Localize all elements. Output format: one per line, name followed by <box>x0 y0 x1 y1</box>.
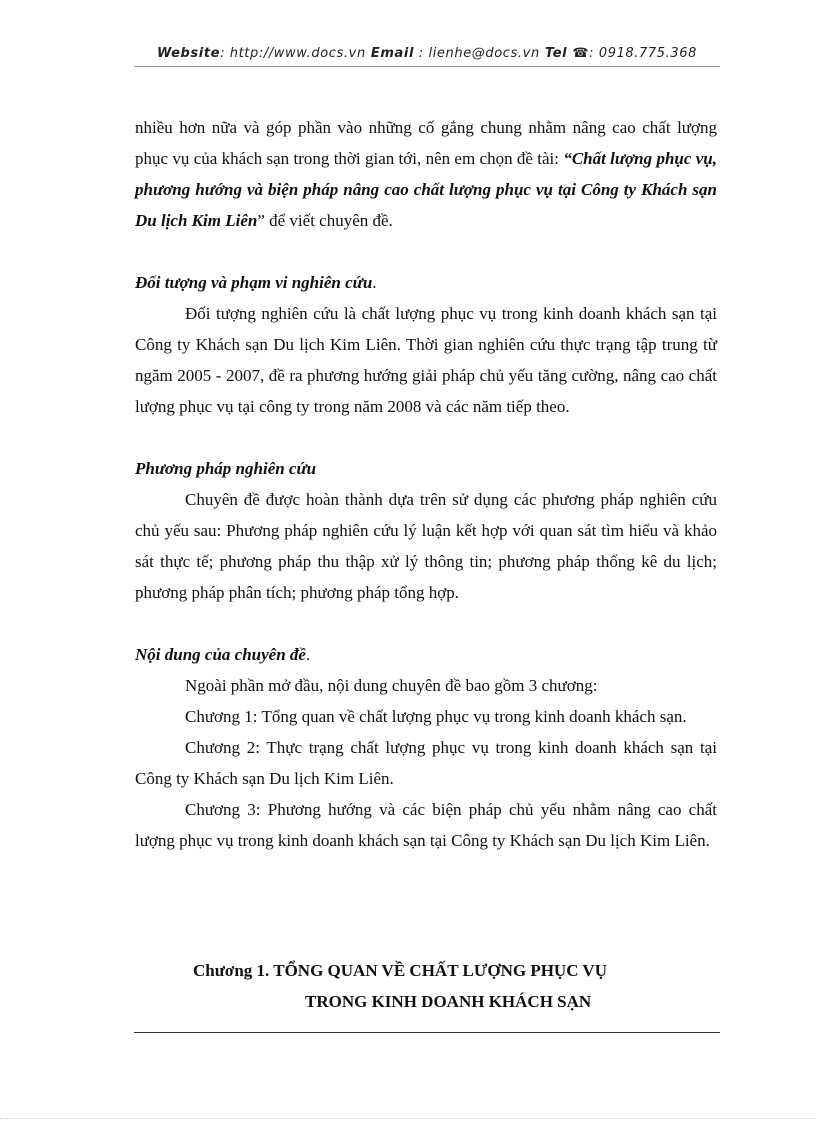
intro-paragraph <box>135 112 717 236</box>
heading-content: Nội dung của chuyên đề <box>135 645 306 664</box>
heading-methods: Phương pháp nghiên cứu <box>135 459 317 478</box>
content-intro: Ngoài phần mở đầu, nội dung chuyên đề bao gồm 3 chương: <box>185 676 598 695</box>
chapter-title-line-1: Chương 1. TỔNG QUAN VỀ CHẤT LƯỢNG PHỤC VỤ <box>193 961 607 980</box>
chapter-title-line-2: TRONG KINH DOANH KHÁCH SẠN <box>305 992 592 1011</box>
website-label: Website <box>157 46 221 61</box>
email-label: Email <box>365 46 415 61</box>
document-body <box>135 112 717 856</box>
header-divider <box>134 66 720 67</box>
heading-scope: Đối tượng và phạm vi nghiên cứu <box>135 273 373 292</box>
topic-title: “Chất lượng phục vụ, phương hướng và biện pháp nâng cao chất lượng phục vụ tại Công ty Khách sạn Du lịch Kim Liên <box>135 149 717 230</box>
website-link[interactable]: : http://www.docs.vn <box>220 46 366 61</box>
tel-label: Tel <box>539 46 573 61</box>
section-heading <box>135 453 717 484</box>
chapter-2-summary: Chương 2: Thực trạng chất lượng phục vụ trong kinh doanh khách sạn tại Công ty Khách sạn Du lịch Kim Liên. <box>135 738 717 788</box>
chapter-1-summary: Chương 1: Tổng quan về chất lượng phục vụ trong kinh doanh khách sạn. <box>185 707 687 726</box>
footer-divider <box>134 1032 720 1033</box>
section-heading: Đối tượng và phạm vi nghiên cứu. <box>135 273 377 292</box>
scope-paragraph: Đối tượng nghiên cứu là chất lượng phục vụ trong kinh doanh khách sạn tại Công ty Khách sạn Du lịch Kim Liên. Thời gian nghiên cứu thực trạng tập trung từ ngăm 2005 - 2007, đề ra phương hướng giải pháp chủ yếu tăng cường, nâng cao chất lượng phục vụ tại công ty trong năm 2008 và các năm tiếp theo. <box>135 304 717 416</box>
page-bottom-border <box>0 1118 816 1119</box>
section-heading: Nội dung của chuyên đề. <box>135 645 311 664</box>
methods-paragraph: Chuyên đề được hoàn thành dựa trên sử dụng các phương pháp nghiên cứu chủ yếu sau: Phương pháp nghiên cứu lý luận kết hợp với quan sát tìm hiểu và khảo sát thực tế; phương pháp thu thập xử lý thông tin; phương pháp thống kê du lịch; phương pháp phân tích; phương pháp tổng hợp. <box>135 490 717 602</box>
email-link[interactable]: : lienhe@docs.vn <box>414 46 540 61</box>
page-header <box>134 46 720 61</box>
chapter-title <box>135 955 717 1017</box>
intro-text: nhiều hơn nữa và góp phần vào những cố gắng chung nhằm nâng cao chất lượng phục vụ của khách sạn trong thời gian tới, nên em chọn đề tài: <box>135 118 717 168</box>
intro-text-end: ” để viết chuyên đề. <box>257 211 393 230</box>
chapter-3-summary: Chương 3: Phương hướng và các biện pháp chủ yếu nhằm nâng cao chất lượng phục vụ trong kinh doanh khách sạn tại Công ty Khách sạn Du lịch Kim Liên. <box>135 800 717 850</box>
phone-icon: ☎ <box>572 46 590 61</box>
tel-value: : 0918.775.368 <box>589 46 697 61</box>
